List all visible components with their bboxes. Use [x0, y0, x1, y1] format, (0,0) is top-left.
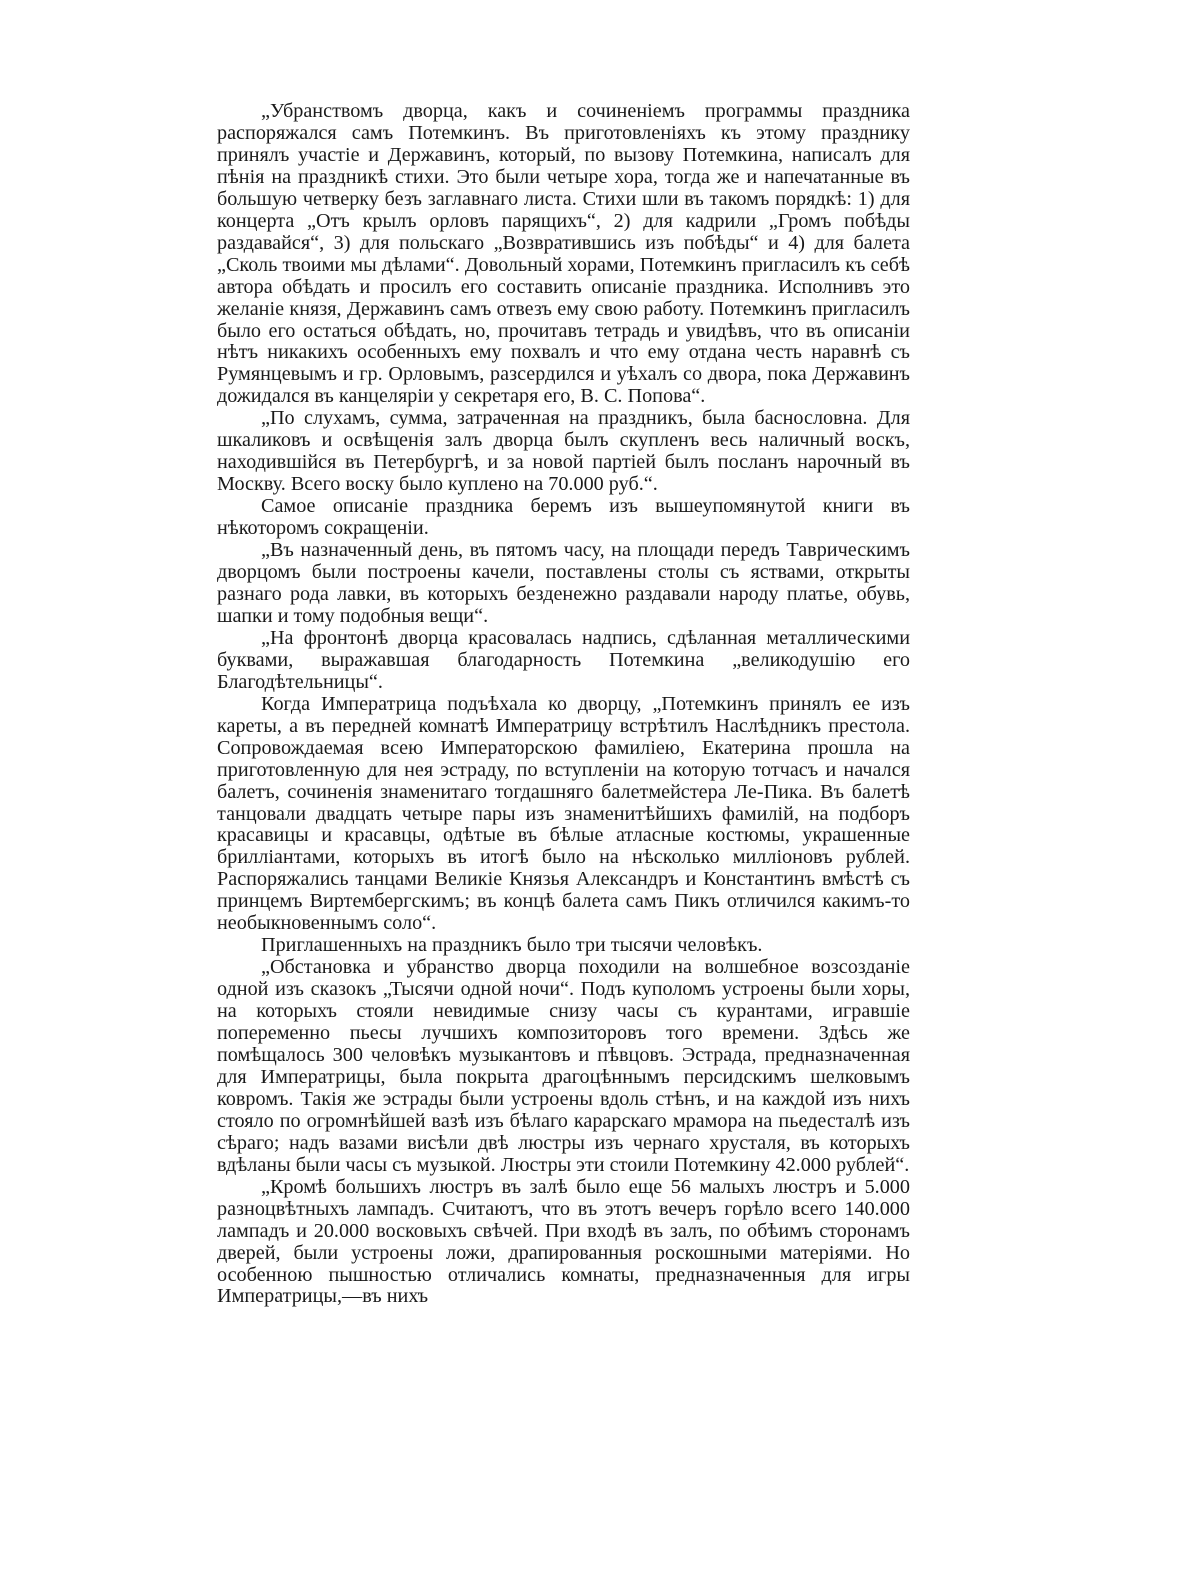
- paragraph: Когда Императрица подъѣхала ко дворцу, „Потемкинъ принялъ ее изъ кареты, а въ передней комнатѣ Императрицу встрѣтилъ Наслѣдникъ престола. Сопровождаемая всею Императорскою фамиліею, Екатерина прошла на приготовленную для нея эстраду, по вступленіи на которую тотчасъ и начался балетъ, сочиненія знаменитаго тогдашняго балетмейстера Ле-Пика. Въ балетѣ танцовали двадцать четыре пары изъ знаменитѣйшихъ фамилій, на подборъ красавицы и красавцы, одѣтые въ бѣлые атласные костюмы, украшенные брилліантами, которыхъ въ итогѣ было на нѣсколько милліоновъ рублей. Распоряжались танцами Великіе Князья Александръ и Константинъ вмѣстѣ съ принцемъ Виртембергскимъ; въ концѣ балета самъ Пикъ отличился какимъ-то необыкновеннымъ соло“.: [217, 692, 910, 935]
- paragraph: Приглашенныхъ на праздникъ было три тысячи человѣкъ.: [261, 934, 763, 957]
- page-body-text: [217, 101, 910, 1308]
- paragraph: „Въ назначенный день, въ пятомъ часу, на площади передъ Таврическимъ дворцомъ были построены качели, поставлены столы съ яствами, открыты разнаго рода лавки, въ которыхъ безденежно раздавали народу платье, обувь, шапки и тому подобныя вещи“.: [217, 539, 910, 627]
- paragraph: „Обстановка и убранство дворца походили на волшебное возсозданіе одной изъ сказокъ „Тысячи одной ночи“. Подъ куполомъ устроены были хоры, на которыхъ стояли невидимые снизу часы съ курантами, игравшіе попеременно пьесы лучшихъ композиторовъ того времени. Здѣсь же помѣщалось 300 человѣкъ музыкантовъ и пѣвцовъ. Эстрада, предназначенная для Императрицы, была покрыта драгоцѣннымъ персидскимъ шелковымъ ковромъ. Такія же эстрады были устроены вдоль стѣнъ, и на каждой изъ нихъ стояло по огромнѣйшей вазѣ изъ бѣлаго карарскаго мрамора на пьедесталѣ изъ сѣраго; надъ вазами висѣли двѣ люстры изъ чернаго хрусталя, въ которыхъ вдѣланы были часы съ музыкой. Люстры эти стоили Потемкину 42.000 рублей“.: [217, 956, 910, 1176]
- paragraph: „На фронтонѣ дворца красовалась надпись, сдѣланная металлическими буквами, выражавшая благодарность Потемкина „великодушію его Благодѣтельницы“.: [217, 626, 910, 693]
- paragraph: Самое описаніе праздника беремъ изъ вышеупомянутой книги въ нѣкоторомъ сокращеніи.: [217, 495, 910, 540]
- paragraph: „Кромѣ большихъ люстръ въ залѣ было еще 56 малыхъ люстръ и 5.000 разноцвѣтныхъ лампадъ. Считаютъ, что въ этотъ вечеръ горѣло всего 140.000 лампадъ и 20.000 восковыхъ свѣчей. При входѣ въ залъ, по обѣимъ сторонамъ дверей, были устроены ложи, драпированныя роскошными матеріями. Но особенною пышностью отличались комнаты, предназначенныя для игры Императрицы,—въ нихъ: [217, 1175, 910, 1308]
- paragraph: „Убранствомъ дворца, какъ и сочиненіемъ программы праздника распоряжался самъ Потемкинъ. Въ приготовленіяхъ къ этому празднику принялъ участіе и Державинъ, который, по вызову Потемкина, написалъ для пѣнія на праздникѣ стихи. Это были четыре хора, тогда же и напечатанные въ большую четверку безъ заглавнаго листа. Стихи шли въ такомъ порядкѣ: 1) для концерта „Отъ крылъ орловъ парящихъ“, 2) для кадрили „Громъ побѣды раздавайся“, 3) для польскаго „Возвратившись изъ побѣды“ и 4) для балета „Сколь твоими мы дѣлами“. Довольный хорами, Потемкинъ пригласилъ къ себѣ автора обѣдать и просилъ его составить описаніе праздника. Исполнивъ это желаніе князя, Державинъ самъ отвезъ ему свою работу. Потемкинъ пригласилъ было его остаться обѣдать, но, прочитавъ тетрадь и увидѣвъ, что въ описаніи нѣтъ никакихъ особенныхъ ему похвалъ и что ему отдана честь наравнѣ съ Румянцевымъ и гр. Орловымъ, разсердился и уѣхалъ со двора, пока Державинъ дожидался въ канцеляріи у секретаря его, В. С. Попова“.: [217, 100, 910, 408]
- paragraph: „По слухамъ, сумма, затраченная на праздникъ, была баснословна. Для шкаликовъ и освѣщенія залъ дворца былъ скупленъ весь наличный воскъ, находившійся въ Петербургѣ, и за новой партіей былъ посланъ нарочный въ Москву. Всего воску было куплено на 70.000 руб.“.: [217, 407, 910, 496]
